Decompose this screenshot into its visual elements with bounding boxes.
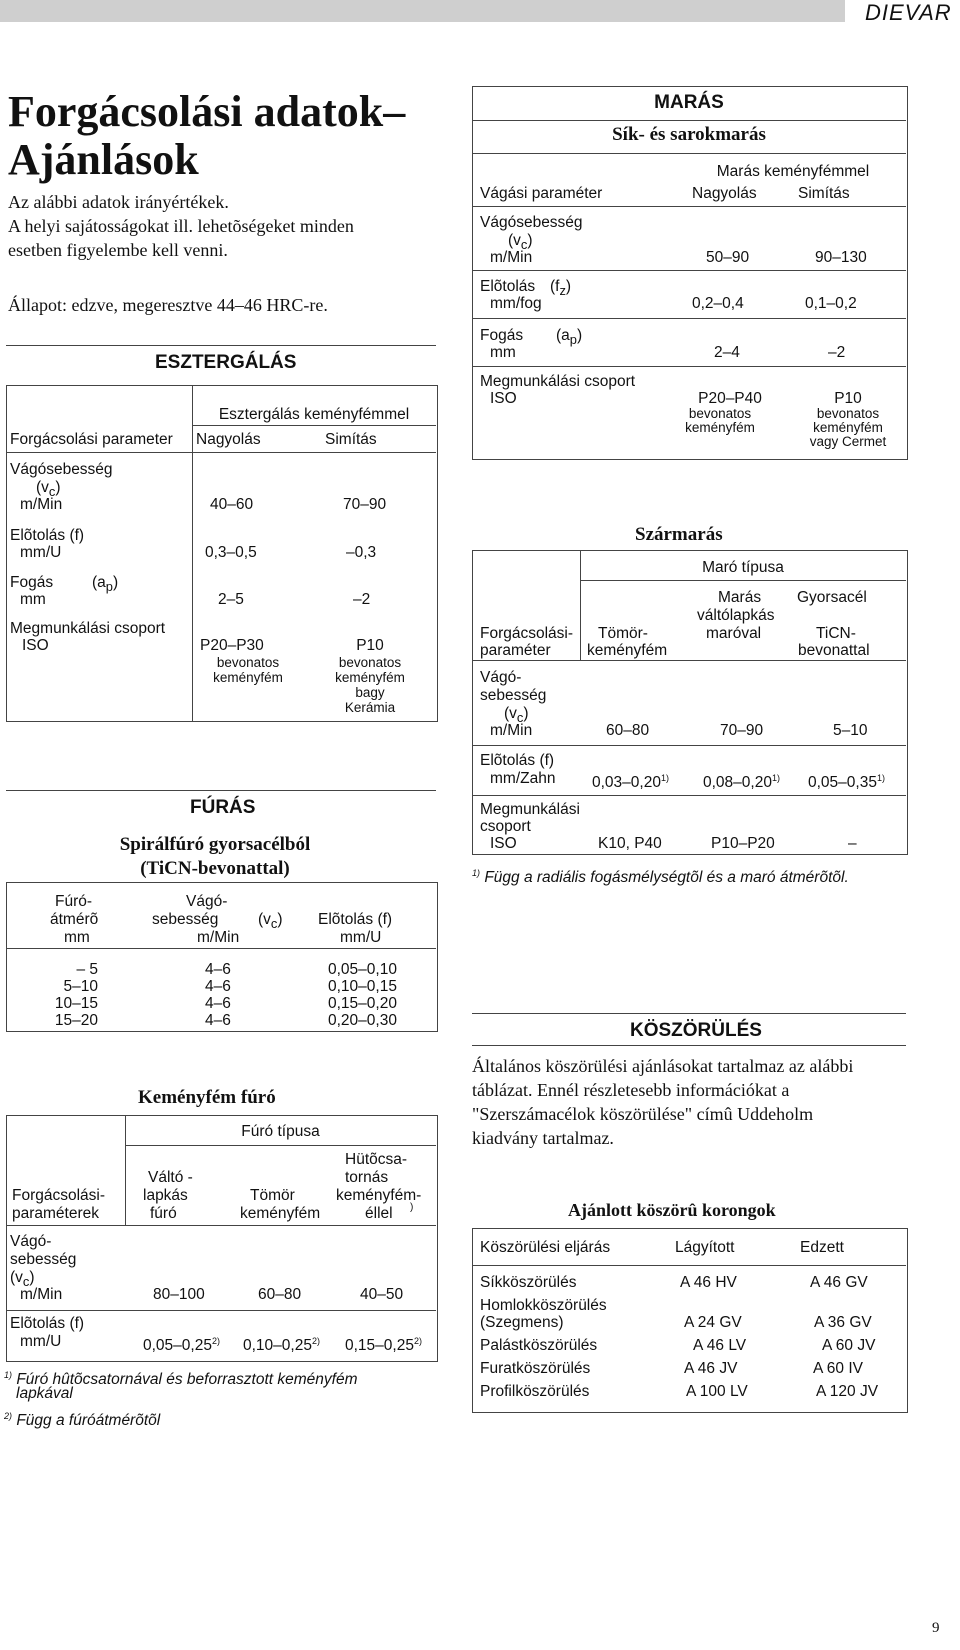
cell-value: 80–100	[153, 1286, 205, 1303]
row-unit: mm/U	[20, 544, 62, 561]
table-cell: 0,15–0,20	[328, 995, 397, 1012]
symbol: )	[112, 574, 119, 591]
subscript: c	[270, 916, 278, 932]
row-label: Vágósebesség	[480, 214, 583, 231]
col-header: keményfém	[587, 642, 668, 659]
footnote-ref: 1)	[660, 773, 669, 783]
subscript: c	[520, 237, 528, 253]
page-title	[8, 88, 405, 184]
cell-value: 2–5	[218, 591, 244, 608]
col-header: Hütõcsa-	[345, 1151, 408, 1168]
footnote-ref: )	[410, 1202, 414, 1213]
drilling-subheading: (TiCN-bevonattal)	[140, 858, 290, 879]
col-header: mm	[64, 929, 90, 946]
divider	[472, 1045, 906, 1046]
table-cell: 10–15	[54, 995, 98, 1012]
intro-line: esetben figyelembe kell venni.	[8, 240, 228, 260]
table-cell: 0,10–0,15	[328, 978, 397, 995]
row-unit: mm/Zahn	[490, 770, 556, 787]
row-symbol	[550, 277, 571, 300]
row-label: Elõtolás (f)	[10, 1315, 85, 1332]
subscript: c	[516, 710, 524, 726]
table-cell: Homlokköszörülés	[480, 1297, 607, 1314]
intro-line: Az alábbi adatok irányértékek.	[8, 192, 229, 212]
row-label: ISO	[490, 835, 517, 852]
cell-value: 90–130	[815, 249, 867, 266]
symbol: (a	[556, 327, 570, 344]
table-divider	[472, 795, 906, 796]
symbol: )	[576, 327, 583, 344]
milling-subheading: Sík- és sarokmarás	[612, 124, 766, 145]
drilling-heading: FÚRÁS	[190, 797, 256, 818]
table-divider	[472, 1265, 906, 1266]
col-header: fúró	[150, 1205, 177, 1222]
footnote-text: Fúró hûtõcsatornával és beforrasztott keményfém	[16, 1371, 358, 1389]
footnote-text: Függ a radiális fogásmélységtõl és a maró átmérõtõl.	[484, 869, 849, 887]
table-cell: A 100 LV	[686, 1383, 748, 1400]
table-cell: 4–6	[205, 1012, 231, 1029]
cell-note: keményfém	[213, 670, 283, 685]
value: 0,08–0,20	[703, 774, 772, 792]
symbol: (f	[550, 278, 560, 295]
cell-value: P10	[356, 637, 384, 654]
table-cell: A 46 GV	[810, 1274, 868, 1291]
row-label: Elõtolás (f)	[480, 752, 555, 769]
cell-note: keményfém	[813, 420, 883, 435]
turning-heading: ESZTERGÁLÁS	[155, 352, 297, 373]
subscript: p	[569, 332, 577, 348]
row-label: Megmunkálási	[480, 801, 580, 818]
table-cell: A 46 JV	[684, 1360, 738, 1377]
cell-note: keményfém	[335, 670, 405, 685]
table-divider	[192, 425, 436, 426]
table-cell: A 60 JV	[822, 1337, 876, 1354]
paragraph-line: Általános köszörülési ajánlásokat tartalmaz az alábbi	[472, 1056, 854, 1076]
intro-text	[8, 190, 438, 262]
param-header: Forgácsolási-	[480, 625, 574, 642]
cell-value: 70–90	[720, 722, 764, 739]
cell-value: 0,1–0,2	[805, 295, 857, 312]
table-divider	[472, 366, 906, 367]
title-line-1: Forgácsolási adatok–	[8, 87, 406, 136]
page-number: 9	[932, 1620, 940, 1636]
intro-line: A helyi sajátosságokat ill. lehetõségeket minden	[8, 216, 354, 236]
symbol: )	[523, 705, 529, 722]
col-header	[258, 910, 283, 933]
table-cell: 5–10	[63, 978, 98, 995]
footnote-mark: 1)	[4, 1370, 13, 1380]
col-header: m/Min	[197, 929, 240, 946]
col-header: Elõtolás (f)	[318, 911, 393, 928]
cell-value: 50–90	[706, 249, 750, 266]
turning-param-header: Forgácsolási parameter	[10, 431, 173, 448]
cell-value: 0,2–0,4	[692, 295, 744, 312]
row-label: Megmunkálási csoport	[10, 620, 166, 637]
cell-value: 5–10	[833, 722, 868, 739]
col-header: keményfém	[240, 1205, 321, 1222]
col-header: bevonattal	[798, 642, 870, 659]
row-unit: mm	[20, 591, 46, 608]
col-header: Váltó -	[148, 1169, 193, 1186]
row-label: Vágó-	[480, 669, 522, 686]
table-cell: 4–6	[205, 995, 231, 1012]
footnote-ref: 2)	[413, 1336, 422, 1346]
table-divider	[472, 206, 906, 207]
table-divider	[472, 120, 906, 121]
symbol: (a	[92, 574, 106, 591]
turning-col-finishing: Simítás	[325, 431, 377, 448]
table-cell: Furatköszörülés	[480, 1360, 591, 1377]
title-line-2: Ajánlások	[8, 135, 199, 184]
cell-value: P20–P40	[698, 390, 762, 407]
value: 0,05–0,25	[143, 1337, 212, 1355]
milling-heading: MARÁS	[654, 92, 724, 113]
footnote-mark: 2)	[4, 1411, 13, 1421]
cell-note: keményfém	[685, 420, 755, 435]
footnote-ref: 2)	[311, 1336, 320, 1346]
table-divider	[6, 1310, 436, 1311]
value: 0,03–0,20	[592, 774, 661, 792]
cell-value	[808, 769, 885, 792]
row-unit: m/Min	[490, 249, 533, 266]
row-unit: m/Min	[20, 1286, 63, 1303]
table-divider	[472, 660, 906, 661]
brand-name: DIEVAR	[865, 0, 952, 25]
table-cell: A 46 HV	[680, 1274, 737, 1291]
col-header: Tömör-	[598, 625, 648, 642]
table-cell: A 36 GV	[814, 1314, 872, 1331]
param-header: paraméter	[480, 642, 551, 659]
col-header: Gyorsacél	[797, 589, 867, 606]
cell-value: –0,3	[346, 544, 377, 561]
col-header: mm/U	[340, 929, 382, 946]
col-header: Fúró-	[55, 893, 93, 910]
milling-col-finishing: Simítás	[798, 185, 850, 202]
symbol: )	[277, 911, 283, 928]
col-header: váltólapkás	[697, 607, 775, 624]
col-header: Marás	[718, 589, 762, 606]
row-label: ISO	[22, 637, 49, 654]
row-label: Vágó-	[10, 1233, 52, 1250]
cell-note: Kerámia	[344, 700, 396, 715]
cell-value: 60–80	[258, 1286, 302, 1303]
table-cell: A 120 JV	[816, 1383, 879, 1400]
table-divider	[580, 580, 906, 581]
table-cell: Síkköszörülés	[480, 1274, 577, 1291]
carbide-drill-heading: Keményfém fúró	[138, 1087, 276, 1108]
turning-group-header: Esztergálás keményfémmel	[218, 406, 410, 423]
footnote-ref: 2)	[211, 1336, 220, 1346]
mill-type-header: Maró típusa	[702, 559, 784, 576]
table-cell: A 24 GV	[684, 1314, 742, 1331]
table-cell: 4–6	[205, 961, 231, 978]
table-cell: 15–20	[54, 1012, 98, 1029]
divider	[472, 1013, 906, 1014]
table-cell: Profilköszörülés	[480, 1383, 590, 1400]
cell-note: vagy Cermet	[809, 434, 887, 449]
col-header: tornás	[345, 1169, 389, 1186]
paragraph-line: "Szerszámacélok köszörülése" címû Uddeholm	[472, 1104, 814, 1124]
grinding-subheading: Ajánlott köszörû korongok	[568, 1200, 776, 1220]
paragraph-line: kiadvány tartalmaz.	[472, 1128, 614, 1148]
grinding-heading: KÖSZÖRÜLÉS	[630, 1020, 762, 1041]
symbol: (v	[504, 705, 517, 722]
symbol: (v	[258, 911, 271, 928]
table-cell: 4–6	[205, 978, 231, 995]
cell-note: bevonatos	[338, 655, 402, 670]
col-header: maróval	[706, 625, 762, 642]
table-divider	[6, 948, 436, 949]
cell-value: 2–4	[714, 344, 740, 361]
value: 0,10–0,25	[243, 1337, 312, 1355]
row-symbol	[92, 573, 118, 596]
row-label: Elõtolás (f)	[10, 527, 85, 544]
cell-value	[143, 1332, 220, 1355]
symbol: )	[29, 1269, 35, 1286]
col-header: éllel	[365, 1205, 393, 1222]
table-cell: 0,05–0,10	[328, 961, 397, 978]
table-divider	[125, 1145, 436, 1146]
row-unit: mm/fog	[490, 295, 542, 312]
cell-value: 60–80	[606, 722, 650, 739]
cell-value: K10, P40	[598, 835, 662, 852]
end-mill-heading: Szármarás	[635, 524, 723, 545]
footnote-mark: 1)	[472, 868, 481, 878]
grinding-paragraph	[472, 1054, 853, 1150]
cell-value	[243, 1332, 320, 1355]
cell-note: bevonatos	[216, 655, 280, 670]
table-cell: (Szegmens)	[480, 1314, 564, 1331]
row-label: sebesség	[480, 687, 547, 704]
table-divider	[472, 745, 906, 746]
cell-value: P10–P20	[711, 835, 775, 852]
cell-value: 70–90	[343, 496, 387, 513]
footnote-ref: 1)	[876, 773, 885, 783]
milling-col-roughing: Nagyolás	[692, 185, 757, 202]
table-cell: Palástköszörülés	[480, 1337, 598, 1354]
subscript: c	[48, 484, 56, 500]
symbol: )	[55, 479, 61, 496]
row-label: Elõtolás	[480, 278, 536, 295]
table-cell: A 60 IV	[813, 1360, 863, 1377]
symbol: (v	[36, 479, 49, 496]
col-header: sebesség	[152, 911, 219, 928]
footnote-ref: 1)	[771, 773, 780, 783]
row-label: Vágósebesség	[10, 461, 113, 478]
divider	[6, 345, 436, 346]
table-cell: A 46 LV	[693, 1337, 747, 1354]
col-header: lapkás	[143, 1187, 188, 1204]
cell-value: –	[848, 835, 857, 852]
row-unit: mm	[490, 344, 516, 361]
cell-value	[345, 1332, 422, 1355]
col-header: Köszörülési eljárás	[480, 1239, 611, 1256]
material-state: Állapot: edzve, megeresztve 44–46 HRC-re.	[8, 295, 328, 315]
turning-col-roughing: Nagyolás	[196, 431, 261, 448]
value: 0,05–0,35	[808, 774, 877, 792]
row-label: Fogás	[10, 574, 54, 591]
table-divider	[6, 452, 436, 453]
row-label: Megmunkálási csoport	[480, 373, 636, 390]
row-unit: mm/U	[20, 1333, 62, 1350]
symbol: )	[527, 232, 533, 249]
header-bar	[0, 0, 845, 22]
symbol: )	[565, 278, 572, 295]
milling-group-header: Marás keményfémmel	[716, 163, 870, 180]
table-divider	[472, 318, 906, 319]
row-label: ISO	[490, 390, 517, 407]
symbol: (v	[508, 232, 521, 249]
subscript: c	[22, 1274, 30, 1290]
footnote: lapkával	[16, 1385, 73, 1402]
paragraph-line: táblázat. Ennél részletesebb információkat a	[472, 1080, 790, 1100]
cell-value: 40–60	[210, 496, 254, 513]
table-divider	[6, 1225, 436, 1226]
col-header: TiCN-	[816, 625, 856, 642]
cell-value: P20–P30	[200, 637, 264, 654]
divider	[6, 790, 436, 791]
row-symbol	[556, 326, 582, 349]
drilling-subheading: Spirálfúró gyorsacélból	[119, 834, 311, 855]
col-header: Tömör	[250, 1187, 295, 1204]
subscript: p	[105, 579, 113, 595]
value: 0,15–0,25	[345, 1337, 414, 1355]
cell-value	[703, 769, 780, 792]
param-header: Forgácsolási-	[12, 1187, 106, 1204]
cell-note: bevonatos	[816, 406, 880, 421]
param-header: paraméterek	[12, 1205, 100, 1222]
col-header: átmérõ	[50, 911, 99, 928]
table-cell: – 5	[76, 961, 98, 978]
subscript: z	[559, 283, 566, 299]
row-label: sebesség	[10, 1251, 77, 1268]
table-divider	[472, 270, 906, 271]
symbol: (v	[10, 1269, 23, 1286]
milling-param-header: Vágási paraméter	[480, 185, 603, 202]
cell-note: bevonatos	[688, 406, 752, 421]
cell-value: –2	[828, 344, 846, 361]
footnote	[4, 1407, 160, 1430]
cell-value: 0,3–0,5	[205, 544, 257, 561]
footnote-text: Függ a fúróátmérõtõl	[16, 1412, 161, 1430]
footnote	[472, 864, 849, 887]
cell-value: –2	[353, 591, 371, 608]
col-header: Lágyított	[675, 1239, 735, 1256]
row-label: csoport	[480, 818, 531, 835]
cell-value	[592, 769, 669, 792]
row-label: Fogás	[480, 327, 524, 344]
col-header: keményfém-	[336, 1187, 422, 1204]
col-header: Vágó-	[186, 893, 228, 910]
cell-value: P10	[834, 390, 862, 407]
row-unit: m/Min	[490, 722, 533, 739]
table-divider	[472, 153, 906, 154]
drill-type-header: Fúró típusa	[241, 1123, 320, 1140]
row-unit: m/Min	[20, 496, 63, 513]
cell-value: 40–50	[360, 1286, 404, 1303]
col-header: Edzett	[800, 1239, 844, 1256]
table-cell: 0,20–0,30	[328, 1012, 397, 1029]
cell-note: bagy	[355, 685, 385, 700]
